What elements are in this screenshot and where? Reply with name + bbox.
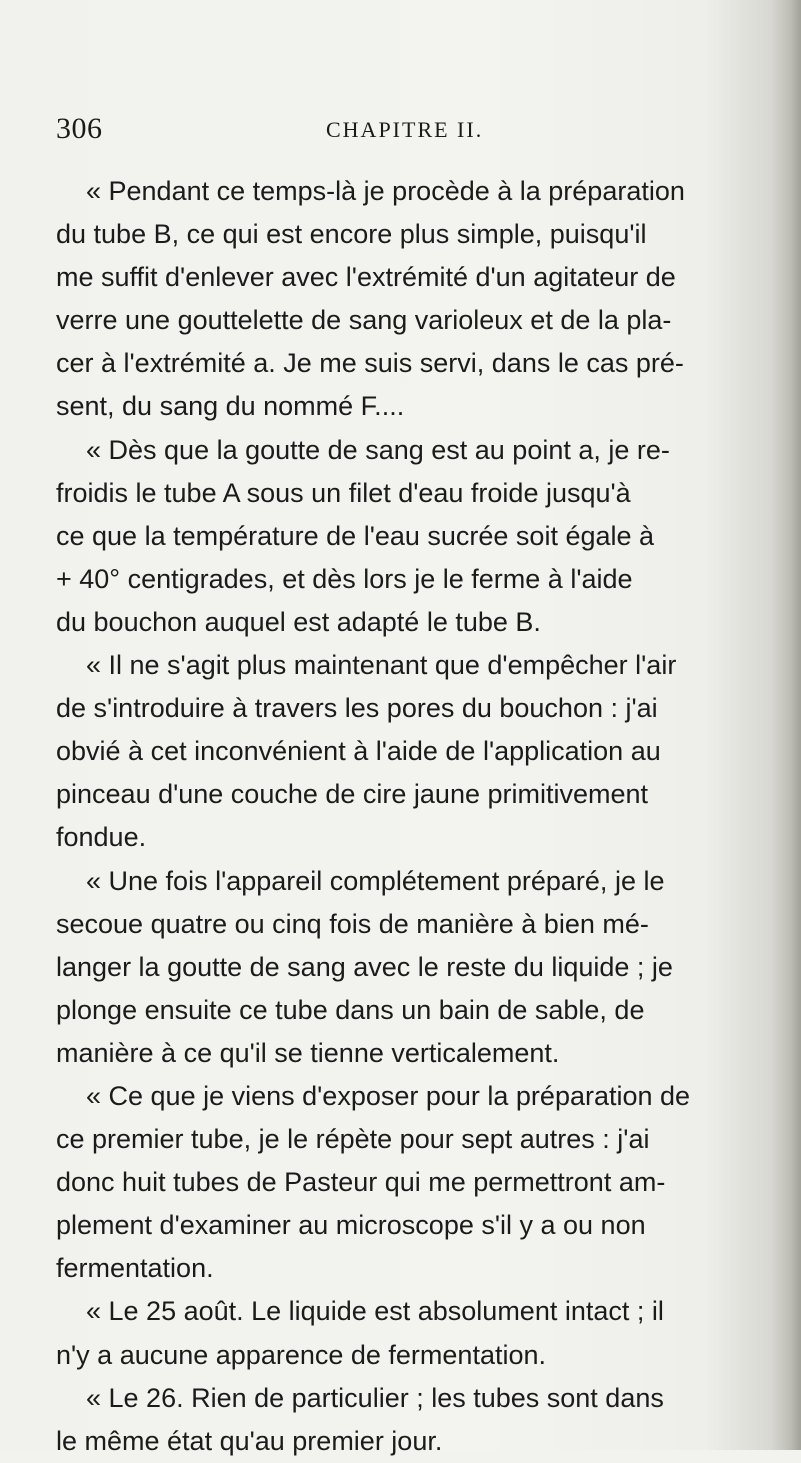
- text-line: cer à l'extrémité a. Je me suis servi, dans le cas pré-: [56, 348, 684, 379]
- text-line: donc huit tubes de Pasteur qui me permettront am-: [56, 1167, 666, 1198]
- text-line: « Une fois l'appareil complétement préparé, je le: [86, 865, 665, 896]
- text-line: secoue quatre ou cinq fois de manière à bien mé-: [56, 908, 649, 939]
- text-line: me suffit d'enlever avec l'extrémité d'un agitateur de: [56, 262, 676, 293]
- text-line: plonge ensuite ce tube dans un bain de sable, de: [56, 994, 645, 1025]
- body-text: [56, 170, 778, 1463]
- text-line: du bouchon auquel est adapté le tube B.: [56, 606, 541, 637]
- text-line: manière à ce qu'il se tienne verticalement.: [56, 1037, 560, 1068]
- text-line: pinceau d'une couche de cire jaune primitivement: [56, 779, 649, 810]
- text-line: + 40° centigrades, et dès lors je le ferme à l'aide: [56, 563, 633, 594]
- text-line: « Pendant ce temps-là je procède à la préparation: [86, 176, 685, 206]
- text-line: obvié à cet inconvénient à l'aide de l'application au: [56, 736, 661, 767]
- text-line: fondue.: [56, 822, 147, 853]
- page-number: 306: [56, 112, 103, 145]
- text-line: verre une gouttelette de sang varioleux et de la pla-: [56, 305, 672, 336]
- text-line: « Dès que la goutte de sang est au point a, je re-: [86, 434, 670, 465]
- text-line: fermentation.: [56, 1253, 214, 1284]
- text-line: ce que la température de l'eau sucrée soit égale à: [56, 520, 655, 551]
- text-line: plement d'examiner au microscope s'il y a ou non: [56, 1210, 646, 1241]
- text-line: « Le 25 août. Le liquide est absolument intact ; il: [86, 1296, 664, 1327]
- text-line: langer la goutte de sang avec le reste du liquide ; je: [56, 951, 673, 982]
- text-line: « Il ne s'agit plus maintenant que d'empêcher l'air: [86, 650, 677, 681]
- text-line: de s'introduire à travers les pores du bouchon : j'ai: [56, 693, 658, 724]
- text-line: « Ce que je viens d'exposer pour la préparation de: [86, 1080, 691, 1111]
- page-header: [56, 112, 756, 152]
- text-line: le même état qu'au premier jour.: [56, 1425, 443, 1456]
- text-line: du tube B, ce qui est encore plus simple, puisqu'il: [56, 219, 647, 250]
- text-line: froidis le tube A sous un filet d'eau froide jusqu'à: [56, 477, 631, 508]
- text-line: ce premier tube, je le répète pour sept autres : j'ai: [56, 1124, 650, 1155]
- text-line: sent, du sang du nommé F....: [56, 391, 405, 422]
- text-line: « Le 26. Rien de particulier ; les tubes sont dans: [86, 1382, 664, 1413]
- text-line: n'y a aucune apparence de fermentation.: [56, 1339, 546, 1370]
- running-head: CHAPITRE II.: [326, 117, 484, 142]
